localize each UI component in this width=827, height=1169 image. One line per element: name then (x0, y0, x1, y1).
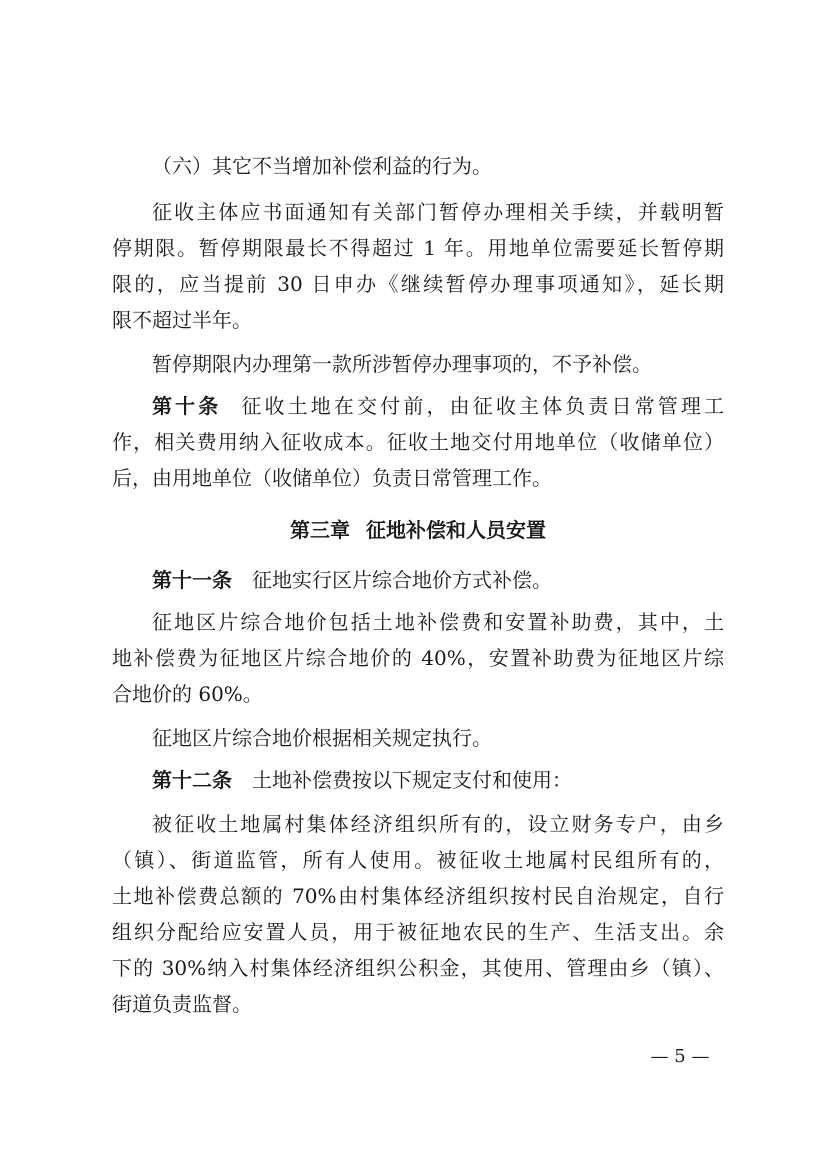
body-line: 被征收土地属村集体经济组织所有的，设立财务专户，由乡 (152, 812, 724, 836)
body-line: 地补偿费为征地区片综合地价的 40%，安置补助费为征地区片综 (112, 646, 724, 670)
page-number: — 5 — (650, 1046, 710, 1067)
article-12-label: 第十二条 (152, 768, 232, 792)
body-line: 停期限。暂停期限最长不得超过 1 年。用地单位需要延长暂停期 (112, 236, 724, 260)
article-11-line (152, 568, 724, 592)
body-text: 征地实行区片综合地价方式补偿。 (252, 568, 552, 592)
body-line: 暂停期限内办理第一款所涉暂停办理事项的，不予补偿。 (152, 352, 652, 376)
body-line: 街道负责监督。 (112, 992, 252, 1016)
body-text: 征收土地在交付前，由征收主体负责日常管理工 (241, 394, 724, 418)
body-line: 组织分配给应安置人员，用于被征地农民的生产、生活支出。余 (112, 920, 724, 944)
chapter-number: 第三章 (290, 518, 350, 542)
body-line: 土地补偿费总额的 70%由村集体经济组织按村民自治规定，自行 (112, 884, 724, 908)
body-line: （镇）、街道监管，所有人使用。被征收土地属村民组所有的， (112, 848, 724, 872)
body-line: 作，相关费用纳入征收成本。征收土地交付用地单位（收储单位） (112, 430, 724, 454)
body-line: 限的，应当提前 30 日申办《继续暂停办理事项通知》，延长期 (112, 272, 724, 296)
article-10-line (152, 394, 724, 418)
body-line: 征地区片综合地价包括土地补偿费和安置补助费，其中，土 (152, 610, 724, 634)
article-11-label: 第十一条 (152, 568, 232, 592)
article-12-line (152, 768, 724, 792)
chapter-heading (112, 518, 724, 542)
body-line: 限不超过半年。 (112, 308, 252, 332)
body-line: 征收主体应书面通知有关部门暂停办理相关手续，并载明暂 (152, 200, 724, 224)
article-10-label: 第十条 (152, 394, 222, 418)
chapter-title: 征地补偿和人员安置 (366, 518, 546, 542)
body-line: 下的 30%纳入村集体经济组织公积金，其使用、管理由乡（镇）、 (112, 956, 724, 980)
body-line: 合地价的 60%。 (112, 682, 263, 706)
body-line: （六）其它不当增加补偿利益的行为。 (152, 154, 492, 178)
body-line: 征地区片综合地价根据相关规定执行。 (152, 726, 492, 750)
body-line: 后，由用地单位（收储单位）负责日常管理工作。 (112, 466, 552, 490)
body-text: 土地补偿费按以下规定支付和使用： (252, 768, 572, 792)
